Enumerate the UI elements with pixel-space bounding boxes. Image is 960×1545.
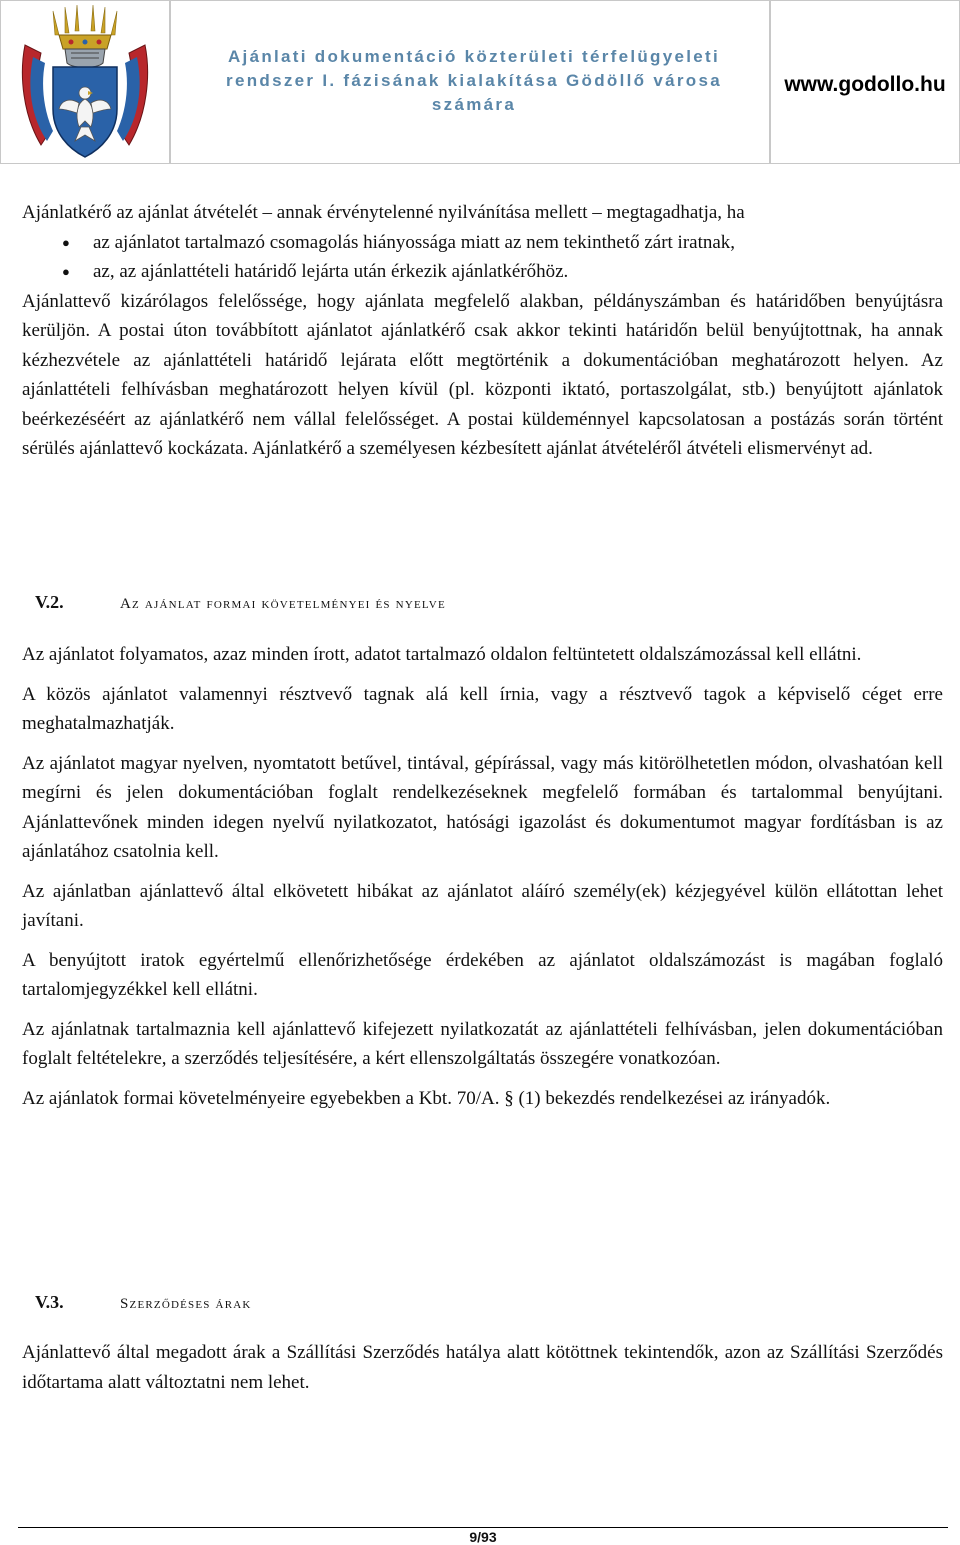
paragraph: Az ajánlatban ajánlattevő által elkövetett hibákat az ajánlatot aláíró személy(ek) kézjegyével külön ellátottan lehet javítani. (22, 880, 943, 931)
website-link[interactable]: www.godollo.hu (784, 73, 946, 96)
intro-paragraph: Ajánlattevő kizárólagos felelőssége, hogy ajánlata megfelelő alakban, példányszámban és határidőben benyújtásra kerüljön. A postai úton továbbított ajánlatot ajánlatkérő csak akkor tekinti határidőn belül benyújtottnak, ha annak kézhezvétele az ajánlattételi határidő lejárata előtt megtörténik a dokumentációban meghatározott helyen. Az ajánlattételi felhívásban meghatározott helyen kívül (pl. központi iktató, portaszolgálat, stb.) benyújtott ajánlatok beérkezéséért az ajánlatkérő nem vállal felelősséget. A postai küldeménnyel kapcsolatosan a postázás során történt sérülés ajánlattevő kockázata. Ajánlatkérő a személyesen kézbesített ajánlat átvételéről átvételi elismervényt ad. (22, 290, 943, 459)
paragraph: Az ajánlatot magyar nyelven, nyomtatott betűvel, tintával, gépírással, vagy más kitörölhetetlen módon, olvashatóan kell megírni és jelen dokumentációban foglalt rendelkezéseknek megfelelő formában és tartalommal benyújtani. Ajánlattevőnek minden idegen nyelvű nyilatkozatot, hatósági igazolást és dokumentumot magyar fordításban is az ajánlatához csatolnia kell. (22, 752, 943, 862)
page-number: 9/93 (469, 1529, 497, 1545)
list-item: ● az ajánlatot tartalmazó csomagolás hiányossága miatt az nem tekinthető zárt iratnak, (22, 228, 943, 258)
document-title: Ajánlati dokumentáció közterületi térfelügyeleti rendszer I. fázisának kialakítása Gödöllő városa számára (226, 47, 722, 114)
paragraph: Az ajánlatnak tartalmaznia kell ajánlattevő kifejezett nyilatkozatát az ajánlattételi felhívásban, jelen dokumentációban foglalt feltételekre, a szerződés teljesítésére, a kért ellenszolgáltatás összegére vonatkozóan. (22, 1018, 943, 1069)
paragraph: Az ajánlatot folyamatos, azaz minden írott, adatot tartalmazó oldalon feltüntetett oldalszámozással kell ellátni. (22, 644, 862, 665)
section-v2-body (22, 640, 943, 1123)
paragraph: Ajánlattevő által megadott árak a Szállítási Szerződés hatálya alatt kötöttnek tekintendők, azon az Szállítási Szerződés időtartama alatt változtatni nem lehet. (22, 1342, 943, 1393)
coat-of-arms-icon (19, 5, 151, 161)
paragraph: Az ajánlatok formai követelményeire egyebekben a Kbt. 70/A. § (1) bekezdés rendelkezései az irányadók. (22, 1087, 831, 1109)
section-number: V.2. (35, 592, 64, 612)
section-heading-v3 (35, 1292, 252, 1313)
list-item: ● az, az ajánlattételi határidő lejárta után érkezik ajánlatkérőhöz. (22, 257, 943, 287)
section-heading-v2 (35, 592, 446, 613)
page-footer (18, 1527, 948, 1545)
paragraph: A közös ajánlatot valamennyi résztvevő tagnak alá kell írnia, vagy a résztvevő tagok a képviselő céget erre meghatalmazhatják. (22, 683, 943, 734)
page-header (0, 0, 960, 166)
intro-section (22, 198, 943, 464)
header-url-cell (770, 0, 960, 164)
section-title: Szerződéses árak (120, 1296, 252, 1312)
logo-cell (0, 0, 170, 164)
header-title-cell (170, 0, 770, 164)
paragraph: A benyújtott iratok egyértelmű ellenőrizhetősége érdekében az ajánlatot oldalszámozást is magában foglaló tartalomjegyzékkel kell ellátni. (22, 949, 943, 1000)
section-title: Az ajánlat formai követelményei és nyelve (120, 596, 446, 612)
section-v3-body (22, 1338, 943, 1407)
rejection-conditions-list (22, 228, 943, 287)
intro-lead: Ajánlatkérő az ajánlat átvételét – annak érvénytelenné nyilvánítása mellett – megtagadhatja, ha (22, 202, 745, 223)
section-number: V.3. (35, 1292, 64, 1312)
